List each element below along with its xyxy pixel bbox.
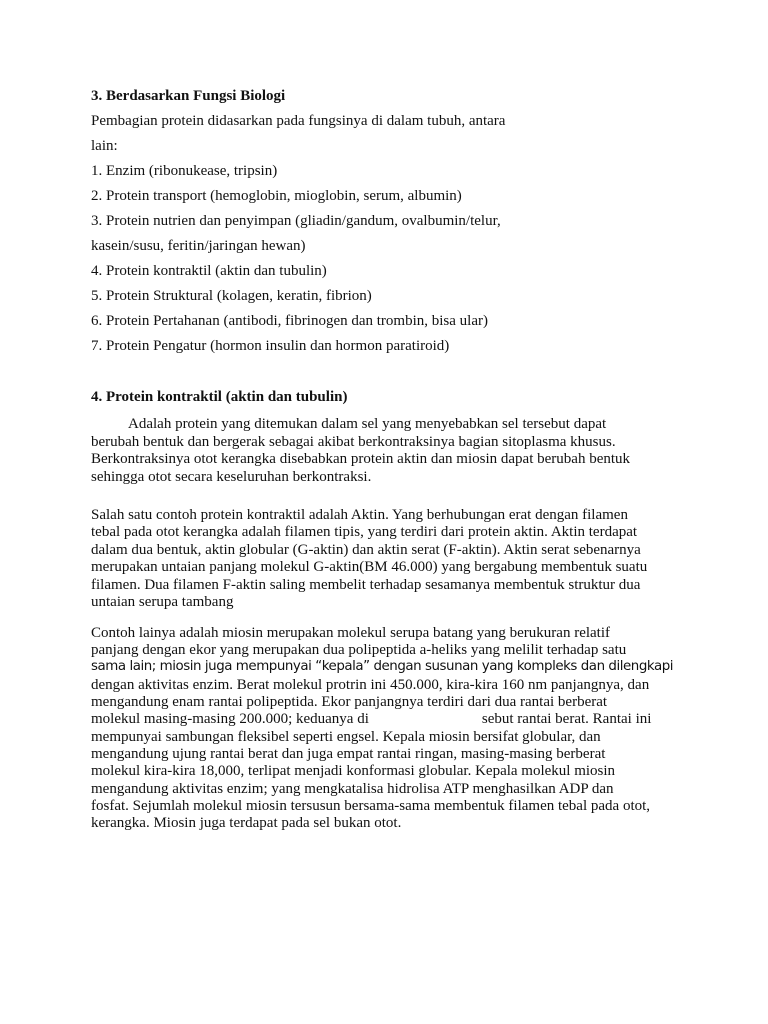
section-heading: 4. Protein kontraktil (aktin dan tubulin) (91, 389, 348, 405)
list-item: 2. Protein transport (hemoglobin, mioglobin, serum, albumin) (91, 188, 462, 204)
list-item: 3. Protein nutrien dan penyimpan (gliadin/gandum, ovalbumin/telur, (91, 213, 501, 229)
paragraph-line: sehingga otot secara keseluruhan berkontraksi. (91, 469, 372, 485)
paragraph-line: dengan aktivitas enzim. Berat molekul protrin ini 450.000, kira-kira 160 nm panjangnya, dan (91, 677, 650, 693)
paragraph-line: dalam dua bentuk, aktin globular (G-aktin) dan aktin serat (F-aktin). Aktin serat sebenarnya (91, 542, 641, 558)
section-heading: 3. Berdasarkan Fungsi Biologi (91, 88, 286, 104)
list-item: 5. Protein Struktural (kolagen, keratin, fibrion) (91, 288, 372, 304)
paragraph-line: Pembagian protein didasarkan pada fungsinya di dalam tubuh, antara (91, 113, 506, 129)
paragraph-line: fosfat. Sejumlah molekul miosin tersusun bersama-sama membentuk filamen tebal pada otot, (91, 798, 651, 814)
paragraph-line (91, 710, 651, 728)
paragraph-line: filamen. Dua filamen F-aktin saling membelit terhadap sesamanya membentuk struktur dua (91, 577, 641, 593)
paragraph-line: mengandung ujung rantai berat dan juga empat rantai ringan, masing-masing berberat (91, 746, 606, 762)
paragraph-line: kerangka. Miosin juga terdapat pada sel bukan otot. (91, 815, 402, 831)
paragraph-line: merupakan untaian panjang molekul G-aktin(BM 46.000) yang bergabung membentuk suatu (91, 559, 648, 575)
list-item: kasein/susu, feritin/jaringan hewan) (91, 238, 306, 254)
list-item: 4. Protein kontraktil (aktin dan tubulin) (91, 263, 327, 279)
paragraph-line: mempunyai sambungan fleksibel seperti engsel. Kepala miosin bersifat globular, dan (91, 729, 601, 745)
paragraph-line: tebal pada otot kerangka adalah filamen tipis, yang terdiri dari protein aktin. Aktin terdapat (91, 524, 638, 540)
paragraph-line: untaian serupa tambang (91, 594, 234, 610)
list-item: 7. Protein Pengatur (hormon insulin dan hormon paratiroid) (91, 338, 450, 354)
paragraph-line: mengandung aktivitas enzim; yang mengkatalisa hidrolisa ATP menghasilkan ADP dan (91, 781, 614, 797)
paragraph-line: sama lain; miosin juga mempunyai “kepala” dengan susunan yang kompleks dan dilengkapi (91, 659, 674, 674)
line-text: molekul masing-masing 200.000; keduanya di (91, 711, 369, 727)
list-item: 6. Protein Pertahanan (antibodi, fibrinogen dan trombin, bisa ular) (91, 313, 488, 329)
paragraph-line: lain: (91, 138, 118, 154)
paragraph-line: mengandung enam rantai polipeptida. Ekor panjangnya terdiri dari dua rantai berberat (91, 694, 608, 710)
paragraph-line: berubah bentuk dan bergerak sebagai akibat berkontraksinya bagian sitoplasma khusus. (91, 434, 616, 450)
paragraph-line: Berkontraksinya otot kerangka disebabkan protein aktin dan miosin dapat berubah bentuk (91, 451, 631, 467)
paragraph-line: panjang dengan ekor yang merupakan dua polipeptida a-heliks yang melilit terhadap satu (91, 642, 627, 658)
paragraph-line: Contoh lainya adalah miosin merupakan molekul serupa batang yang berukuran relatif (91, 625, 611, 641)
line-text: sebut rantai berat. Rantai ini (481, 711, 652, 727)
paragraph-line: Salah satu contoh protein kontraktil adalah Aktin. Yang berhubungan erat dengan filamen (91, 507, 628, 523)
list-item: 1. Enzim (ribonukease, tripsin) (91, 163, 278, 179)
paragraph-line: Adalah protein yang ditemukan dalam sel yang menyebabkan sel tersebut dapat (128, 416, 607, 432)
paragraph-line: molekul kira-kira 18,000, terlipat menjadi konformasi globular. Kepala molekul miosin (91, 763, 616, 779)
